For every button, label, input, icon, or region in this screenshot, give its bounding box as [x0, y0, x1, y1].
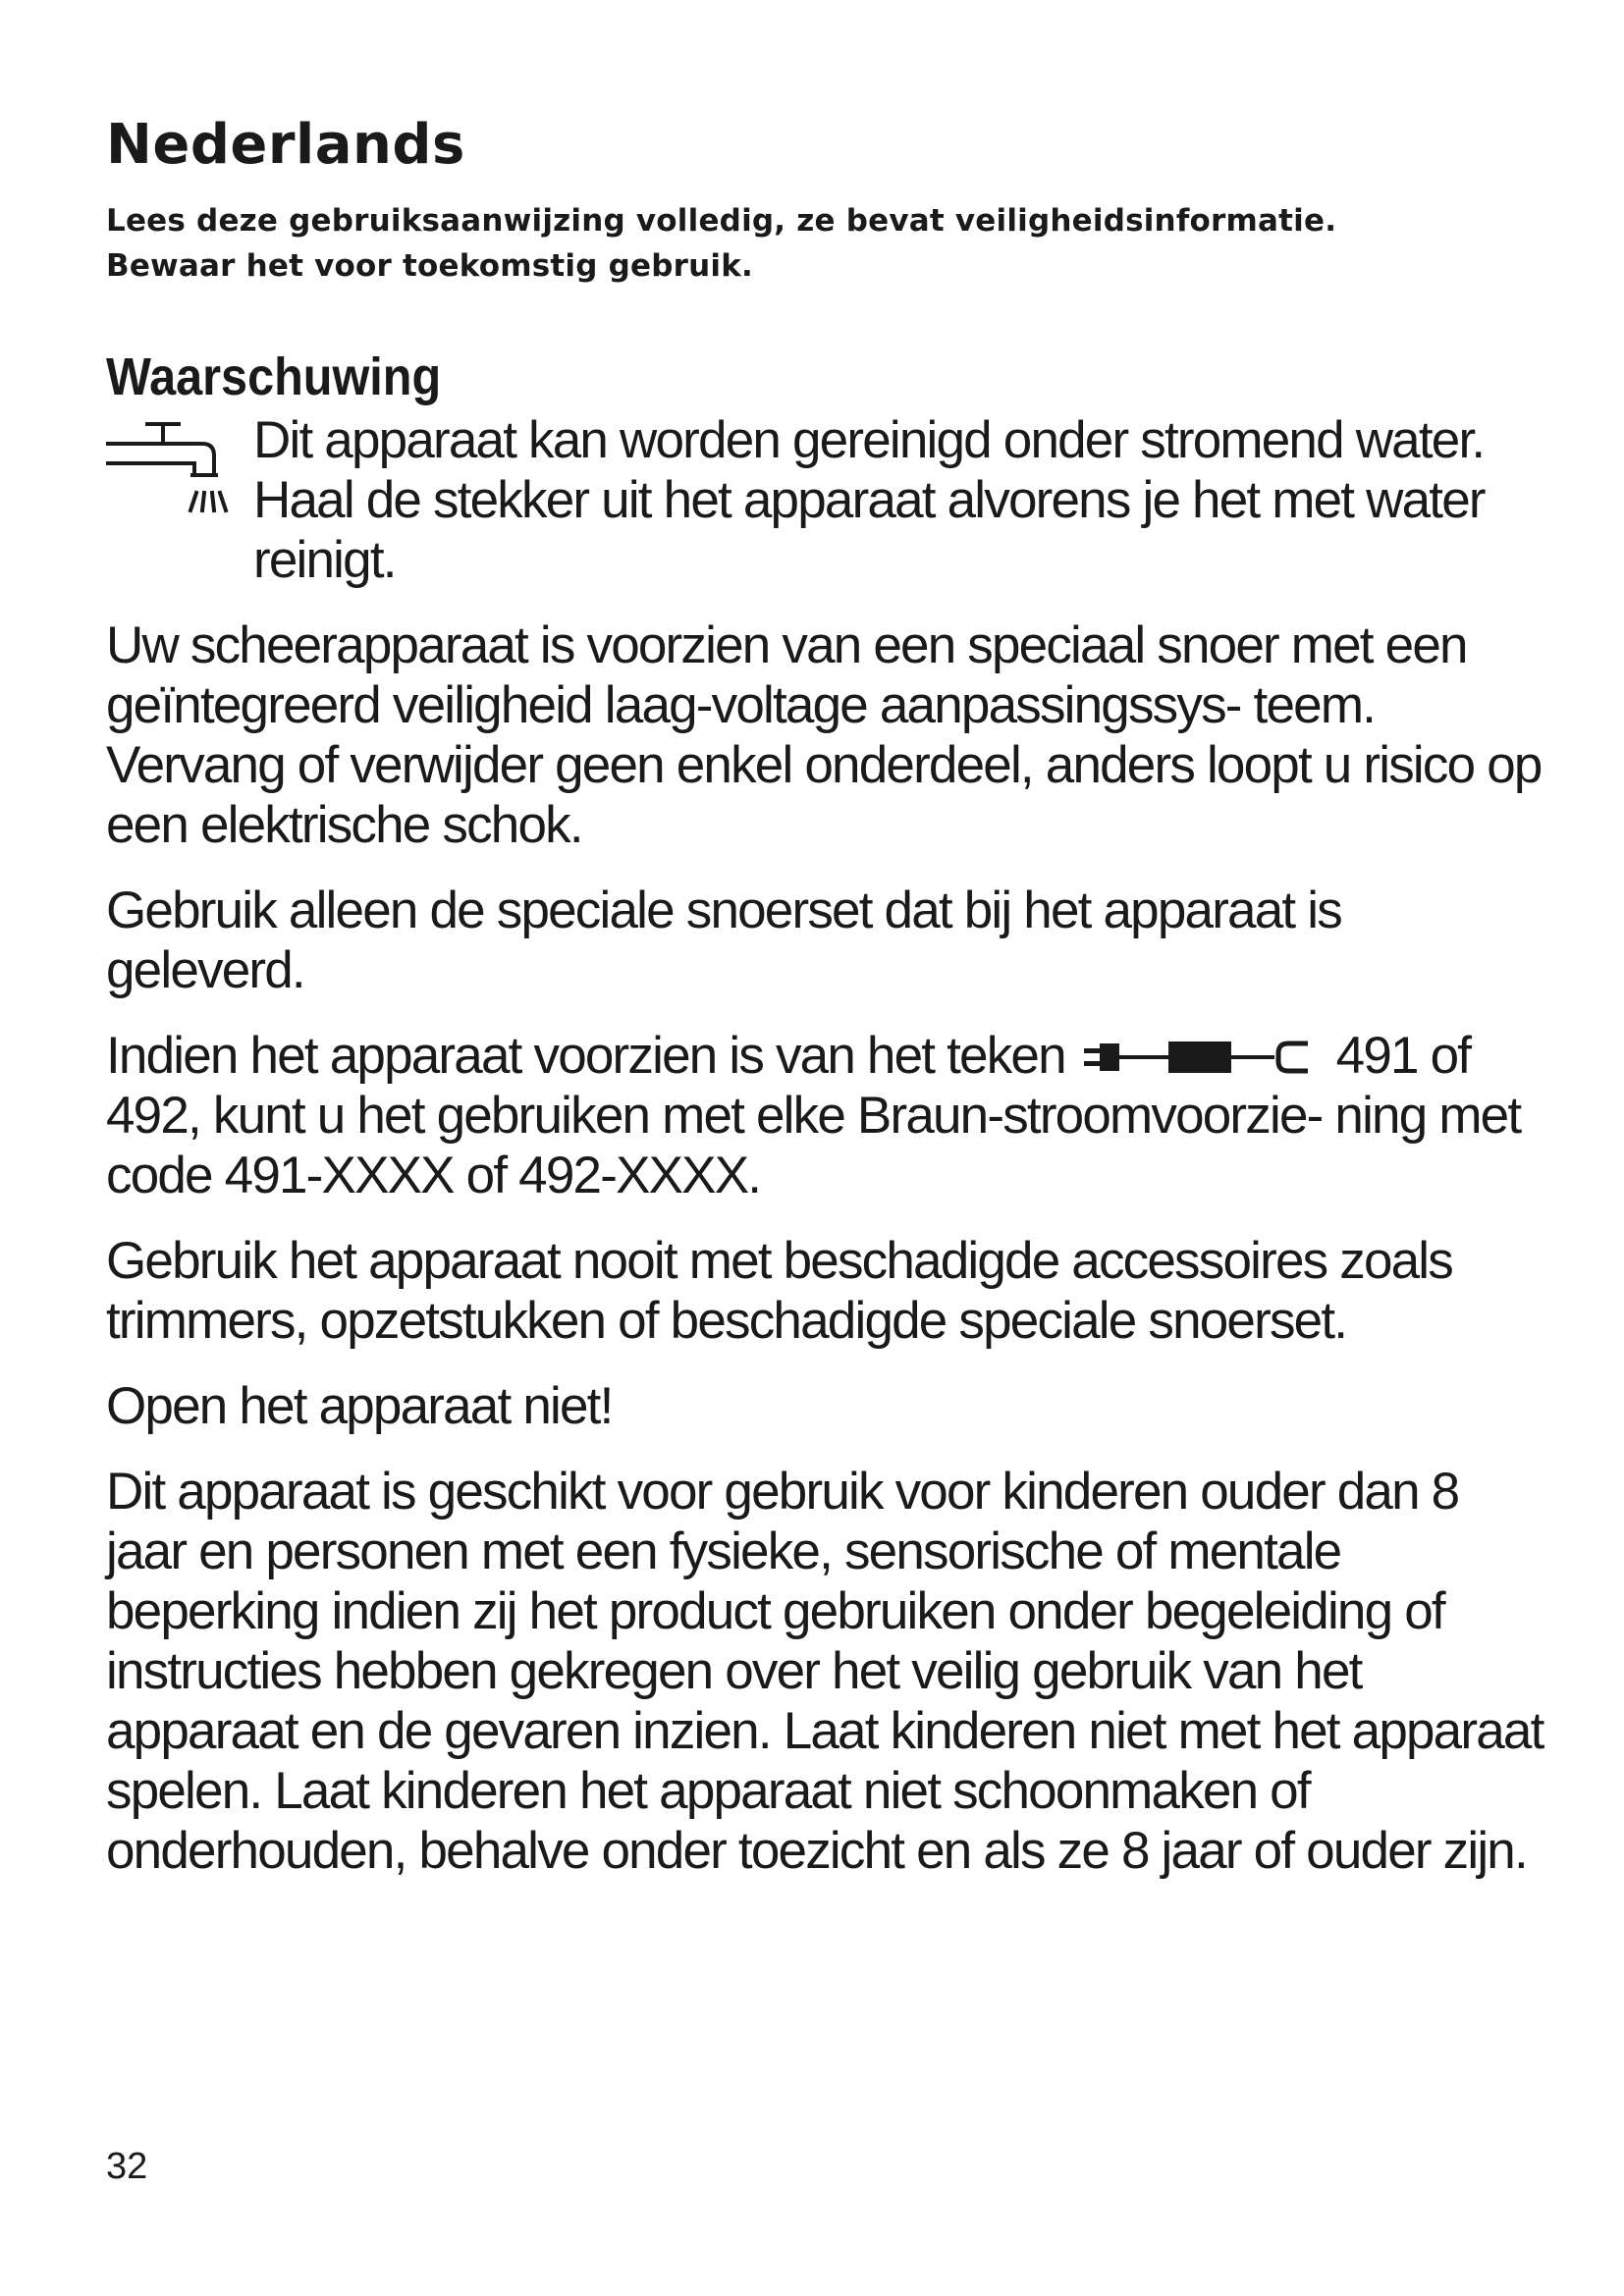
intro-notice — [106, 198, 1549, 289]
cord-warning-paragraph: Uw scheerapparaat is voorzien van een speciaal snoer met een geïntegreerd veiligheid laag-voltage aanpassingssys- teem. Vervang of verwijder geen enkel onderdeel, anders loopt u risico op een elektrische schok. — [106, 616, 1542, 854]
intro-line-1: Lees deze gebruiksaanwijzing volledig, ze bevat veiligheidsinformatie. — [106, 203, 1337, 239]
children-safety-paragraph: Dit apparaat is geschikt voor gebruik voor kinderen ouder dan 8 jaar en personen met een fysieke, sensorische of mentale beperking indien zij het product gebruiken onder begeleiding of instructies hebben gekregen over het veilig gebruik van het apparaat en de gevaren inzien. Laat kinderen niet met het apparaat spelen. Laat kinderen het apparaat niet schoonmaken of onderhouden, behalve onder toezicht en als ze 8 jaar of ouder zijn. — [106, 1463, 1543, 1880]
water-cleaning-text: Dit apparaat kan worden gereinigd onder stromend water. Haal de stekker uit het apparaat alvorens je het met water reinigt. — [253, 411, 1485, 589]
language-heading: Nederlands — [106, 113, 465, 177]
accessories-paragraph: Gebruik het apparaat nooit met beschadigde accessoires zoals trimmers, opzetstukken of beschadigde speciale snoerset. — [106, 1232, 1452, 1350]
running-water-tap-icon — [106, 418, 253, 536]
warning-heading: Waarschuwing — [106, 347, 442, 406]
power-supply-text-end: 491 of 492, kunt u het gebruiken met elke Braun-stroomvoorzie- ning met code 491-XXXX of 492-XXXX. — [106, 1027, 1521, 1204]
intro-line-2: Bewaar het voor toekomstig gebruik. — [106, 248, 753, 284]
cord-set-paragraph: Gebruik alleen de speciale snoerset dat bij het apparaat is geleverd. — [106, 881, 1341, 999]
water-cleaning-block — [106, 410, 1549, 590]
power-supply-paragraph — [106, 1026, 1549, 1205]
power-supply-text-start: Indien het apparaat voorzien is van het teken — [106, 1027, 1065, 1085]
manual-page — [106, 108, 1549, 1881]
power-cord-plug-icon — [1082, 1036, 1318, 1079]
page-number: 32 — [106, 2146, 148, 2187]
do-not-open-paragraph: Open het apparaat niet! — [106, 1377, 613, 1435]
